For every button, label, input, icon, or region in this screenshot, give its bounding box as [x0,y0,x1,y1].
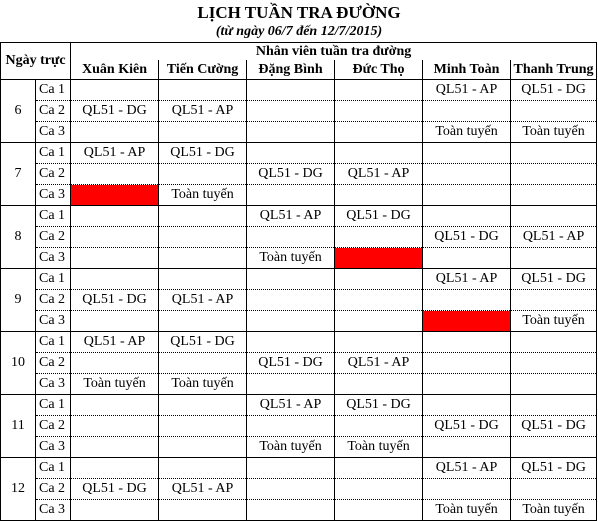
assignment-cell [423,164,511,185]
assignment-cell [247,269,335,290]
assignment-cell [159,80,247,101]
assignment-cell [71,353,159,374]
assignment-cell [335,479,423,500]
header-staff-name: Tiến Cường [159,60,247,80]
assignment-cell [159,458,247,479]
assignment-cell: QL51 - AP [423,80,511,101]
table-row [1,248,597,269]
assignment-cell [247,500,335,521]
shift-label: Ca 1 [36,395,71,416]
assignment-cell: QL51 - DG [335,395,423,416]
assignment-cell: QL51 - AP [335,353,423,374]
assignment-cell [335,185,423,206]
assignment-cell: Toàn tuyến [247,248,335,269]
assignment-cell [423,101,511,122]
assignment-cell [511,479,597,500]
table-row [1,80,597,101]
table-row [1,101,597,122]
assignment-cell [423,143,511,164]
assignment-cell [423,395,511,416]
patrol-schedule-table [0,42,597,521]
table-row [1,458,597,479]
assignment-cell [511,164,597,185]
assignment-cell: Toàn tuyến [159,185,247,206]
assignment-cell [71,164,159,185]
assignment-cell [511,332,597,353]
assignment-cell [159,437,247,458]
assignment-cell: QL51 - AP [71,332,159,353]
day-number: 8 [1,206,36,269]
assignment-cell: QL51 - AP [423,458,511,479]
shift-label: Ca 2 [36,479,71,500]
assignment-cell: Toàn tuyến [159,374,247,395]
assignment-cell: QL51 - DG [247,353,335,374]
assignment-cell: QL51 - DG [247,164,335,185]
assignment-cell: QL51 - AP [423,269,511,290]
assignment-cell [335,101,423,122]
table-row [1,500,597,521]
assignment-cell [511,206,597,227]
table-row [1,185,597,206]
assignment-cell [247,311,335,332]
header-staff-name: Thanh Trung [511,60,597,80]
table-row [1,332,597,353]
shift-label: Ca 1 [36,458,71,479]
assignment-cell: QL51 - DG [159,332,247,353]
assignment-cell [247,101,335,122]
table-row [1,395,597,416]
assignment-cell [423,290,511,311]
assignment-cell [247,122,335,143]
assignment-cell [511,374,597,395]
assignment-cell: QL51 - AP [159,290,247,311]
assignment-cell [247,185,335,206]
header-staff-group: Nhân viên tuần tra đường [71,43,597,61]
schedule-subtitle: (từ ngày 06/7 đến 12/7/2015) [215,24,383,39]
table-row [1,143,597,164]
assignment-cell [423,332,511,353]
assignment-cell [247,80,335,101]
assignment-cell [71,80,159,101]
day-number: 12 [1,458,36,521]
shift-label: Ca 3 [36,248,71,269]
assignment-cell [159,122,247,143]
assignment-cell [247,227,335,248]
assignment-cell: QL51 - AP [511,227,597,248]
assignment-cell [335,80,423,101]
table-row [1,227,597,248]
assignment-cell: QL51 - DG [159,143,247,164]
assignment-cell: QL51 - DG [335,206,423,227]
header-staff-name: Minh Toàn [423,60,511,80]
table-row [1,353,597,374]
assignment-cell [159,227,247,248]
assignment-cell [71,395,159,416]
assignment-cell [423,206,511,227]
assignment-cell [335,143,423,164]
assignment-cell [423,185,511,206]
highlighted-cell [423,311,511,332]
assignment-cell [335,269,423,290]
assignment-cell [159,164,247,185]
assignment-cell [423,248,511,269]
assignment-cell [335,458,423,479]
assignment-cell: QL51 - DG [511,269,597,290]
day-number: 6 [1,80,36,143]
assignment-cell: QL51 - DG [71,290,159,311]
shift-label: Ca 3 [36,500,71,521]
table-row [1,311,597,332]
table-row [1,290,597,311]
header-staff-name: Đức Thọ [335,60,423,80]
assignment-cell [423,437,511,458]
assignment-cell [159,353,247,374]
assignment-cell [511,437,597,458]
assignment-cell [71,248,159,269]
assignment-cell [71,269,159,290]
assignment-cell [423,479,511,500]
shift-label: Ca 1 [36,332,71,353]
table-row [1,374,597,395]
shift-label: Ca 2 [36,101,71,122]
assignment-cell [71,227,159,248]
shift-label: Ca 2 [36,290,71,311]
assignment-cell [511,248,597,269]
assignment-cell: Toàn tuyến [511,500,597,521]
assignment-cell [159,269,247,290]
table-row [1,479,597,500]
shift-label: Ca 3 [36,122,71,143]
shift-label: Ca 2 [36,164,71,185]
assignment-cell [511,143,597,164]
header-staff-name: Xuân Kiên [71,60,159,80]
assignment-cell: Toàn tuyến [247,437,335,458]
assignment-cell [511,185,597,206]
assignment-cell: QL51 - DG [511,416,597,437]
assignment-cell [335,290,423,311]
assignment-cell [247,479,335,500]
shift-label: Ca 1 [36,269,71,290]
assignment-cell: QL51 - AP [71,143,159,164]
shift-label: Ca 1 [36,80,71,101]
day-number: 9 [1,269,36,332]
assignment-cell [335,227,423,248]
assignment-cell [71,500,159,521]
assignment-cell [335,311,423,332]
assignment-cell: QL51 - AP [247,206,335,227]
highlighted-cell [71,185,159,206]
header-staff-name: Đặng Bình [247,60,335,80]
assignment-cell [159,500,247,521]
table-row [1,122,597,143]
assignment-cell [71,437,159,458]
assignment-cell [335,122,423,143]
assignment-cell [247,290,335,311]
assignment-cell [159,395,247,416]
shift-label: Ca 3 [36,185,71,206]
assignment-cell: Toàn tuyến [511,122,597,143]
table-row [1,437,597,458]
shift-label: Ca 1 [36,143,71,164]
schedule-title: LỊCH TUẦN TRA ĐƯỜNG [197,3,401,22]
assignment-cell [423,374,511,395]
assignment-cell [335,374,423,395]
assignment-cell [159,311,247,332]
assignment-cell [511,395,597,416]
table-row [1,206,597,227]
schedule-body [1,80,597,521]
assignment-cell [71,416,159,437]
assignment-cell [335,500,423,521]
assignment-cell [511,353,597,374]
shift-label: Ca 3 [36,437,71,458]
assignment-cell [159,416,247,437]
table-row [1,269,597,290]
assignment-cell [71,458,159,479]
shift-label: Ca 1 [36,206,71,227]
assignment-cell: QL51 - AP [159,101,247,122]
assignment-cell [71,122,159,143]
assignment-cell: QL51 - AP [159,479,247,500]
assignment-cell [159,248,247,269]
assignment-cell: Toàn tuyến [335,437,423,458]
assignment-cell: Toàn tuyến [423,500,511,521]
assignment-cell [247,416,335,437]
assignment-cell: QL51 - AP [335,164,423,185]
assignment-cell: Toàn tuyến [511,311,597,332]
assignment-cell [247,458,335,479]
shift-label: Ca 2 [36,353,71,374]
assignment-cell [247,143,335,164]
assignment-cell: Toàn tuyến [71,374,159,395]
table-row [1,164,597,185]
assignment-cell: Toàn tuyến [423,122,511,143]
assignment-cell: QL51 - DG [423,416,511,437]
assignment-cell [423,353,511,374]
assignment-cell [247,374,335,395]
assignment-cell [159,206,247,227]
shift-label: Ca 3 [36,374,71,395]
assignment-cell: QL51 - DG [71,479,159,500]
assignment-cell: QL51 - DG [511,458,597,479]
highlighted-cell [335,248,423,269]
header-duty-day: Ngày trực [1,43,71,80]
assignment-cell [247,332,335,353]
day-number: 7 [1,143,36,206]
assignment-cell [335,416,423,437]
assignment-cell: QL51 - DG [71,101,159,122]
table-row [1,416,597,437]
assignment-cell [335,332,423,353]
assignment-cell: QL51 - DG [511,80,597,101]
assignment-cell [71,311,159,332]
shift-label: Ca 2 [36,227,71,248]
day-number: 11 [1,395,36,458]
day-number: 10 [1,332,36,395]
assignment-cell: QL51 - DG [423,227,511,248]
shift-label: Ca 3 [36,311,71,332]
shift-label: Ca 2 [36,416,71,437]
assignment-cell [511,101,597,122]
assignment-cell: QL51 - AP [247,395,335,416]
assignment-cell [71,206,159,227]
assignment-cell [511,290,597,311]
